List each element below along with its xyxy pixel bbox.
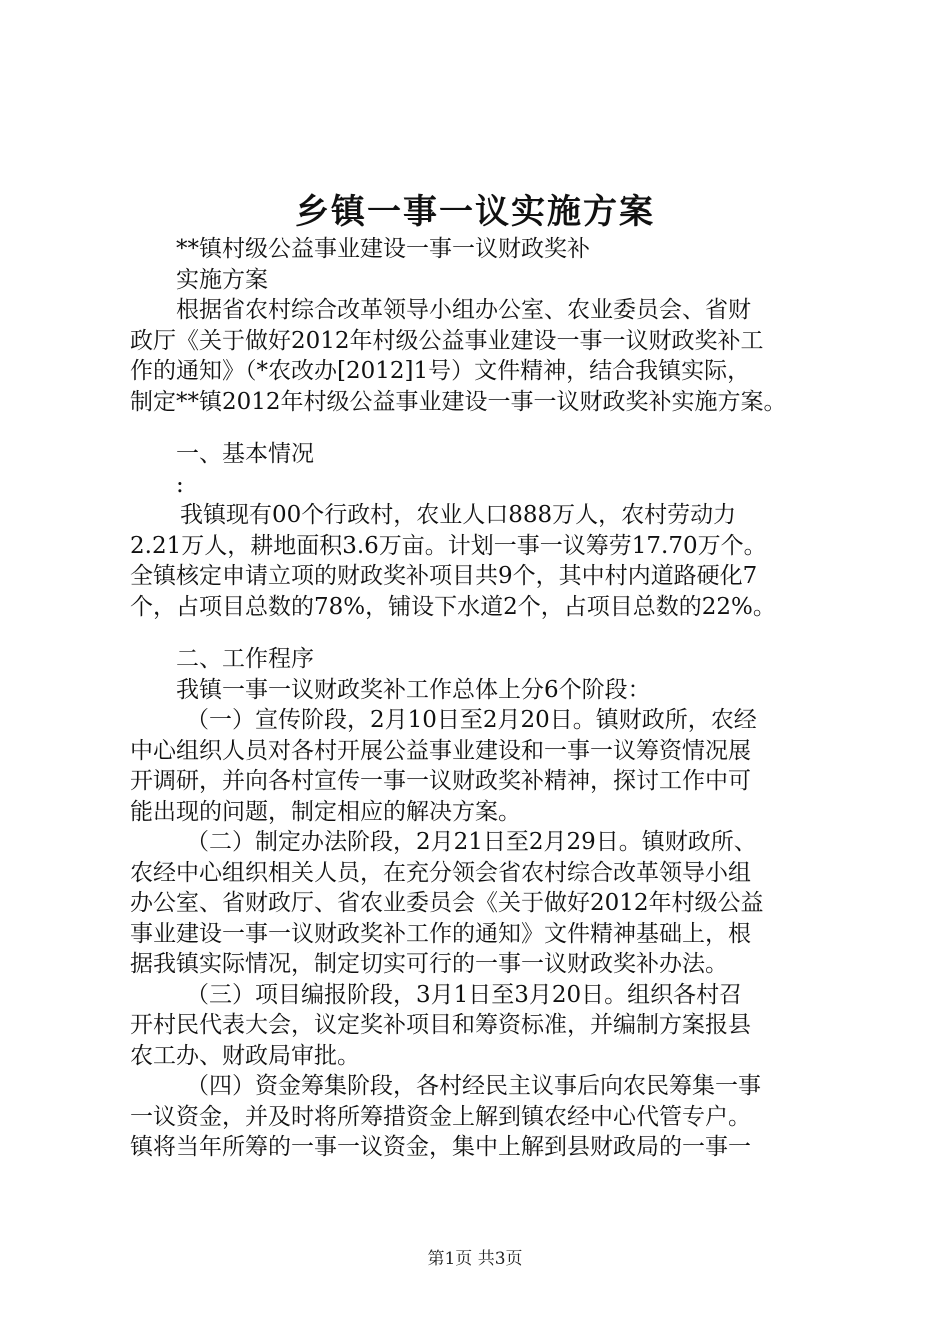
paragraph-line: 我镇现有00个行政村，农业人口888万人，农村劳动力: [180, 502, 737, 528]
paragraph-line: 开村民代表大会，议定奖补项目和筹资标准，并编制方案报县: [130, 1012, 751, 1038]
subtitle-line: **镇村级公益事业建设一事一议财政奖补: [176, 236, 590, 262]
basic-situation-paragraph: [130, 500, 850, 622]
paragraph-line: （一）宣传阶段，2月10日至2月20日。镇财政所，农经: [186, 707, 757, 733]
paragraph-line: （二）制定办法阶段，2月21日至2月29日。镇财政所、: [186, 829, 757, 855]
paragraph-line: 农经中心组织相关人员，在充分领会省农村综合改革领导小组: [130, 859, 751, 886]
stage-paragraph: [130, 980, 850, 1072]
section-summary: 我镇一事一议财政奖补工作总体上分6个阶段：: [176, 676, 651, 703]
paragraph-line: 中心组织人员对各村开展公益事业建设和一事一议筹资情况展: [130, 737, 751, 764]
paragraph-line: 能出现的问题，制定相应的解决方案。: [130, 798, 521, 825]
paragraph-line: 办公室、省财政厅、省农业委员会《关于做好2012年村级公益: [130, 890, 764, 916]
paragraph-line: 政厅《关于做好2012年村级公益事业建设一事一议财政奖补工: [130, 327, 764, 354]
paragraph-line: 作的通知》（*农改办[2012]1号）文件精神，结合我镇实际，: [130, 358, 751, 384]
intro-paragraph: [130, 295, 850, 417]
page-indicator: 第1页 共3页: [427, 1249, 523, 1269]
paragraph-line: （四）资金筹集阶段，各村经民主议事后向农民筹集一事: [186, 1073, 761, 1099]
subtitle-line: 实施方案: [176, 266, 268, 293]
stage-paragraph: [130, 1071, 850, 1163]
paragraph-line: 事业建设一事一议财政奖补工作的通知》文件精神基础上，根: [130, 920, 751, 947]
paragraph-line: 根据省农村综合改革领导小组办公室、农业委员会、省财: [176, 297, 751, 323]
paragraph-line: 制定**镇2012年村级公益事业建设一事一议财政奖补实施方案。: [130, 388, 787, 415]
stage-paragraph: [130, 827, 850, 980]
document-title: 乡镇一事一议实施方案: [295, 192, 655, 232]
paragraph-line: 一议资金，并及时将所筹措资金上解到镇农经中心代管专户。: [130, 1103, 751, 1130]
paragraph-line: 农工办、财政局审批。: [130, 1042, 360, 1069]
paragraph-line: （三）项目编报阶段，3月1日至3月20日。组织各村召: [186, 981, 743, 1008]
section-heading: 二、工作程序: [176, 646, 314, 672]
spacer: [130, 417, 850, 439]
stage-paragraph: [130, 705, 850, 827]
paragraph-line: 开调研，并向各村宣传一事一议财政奖补精神，探讨工作中可: [130, 768, 751, 794]
paragraph-line: 据我镇实际情况，制定切实可行的一事一议财政奖补办法。: [130, 951, 728, 977]
paragraph-line: 个，占项目总数的78%，铺设下水道2个，占项目总数的22%。: [130, 593, 776, 620]
heading-colon: :: [176, 471, 184, 498]
section-heading: 一、基本情况: [176, 441, 314, 467]
document-body: [130, 234, 850, 1163]
paragraph-line: 2.21万人，耕地面积3.6万亩。计划一事一议筹劳17.70万个。: [130, 532, 767, 559]
paragraph-line: 全镇核定申请立项的财政奖补项目共9个，其中村内道路硬化7: [130, 563, 758, 589]
spacer: [130, 622, 850, 644]
paragraph-line: 镇将当年所筹的一事一议资金，集中上解到县财政局的一事一: [130, 1134, 751, 1160]
